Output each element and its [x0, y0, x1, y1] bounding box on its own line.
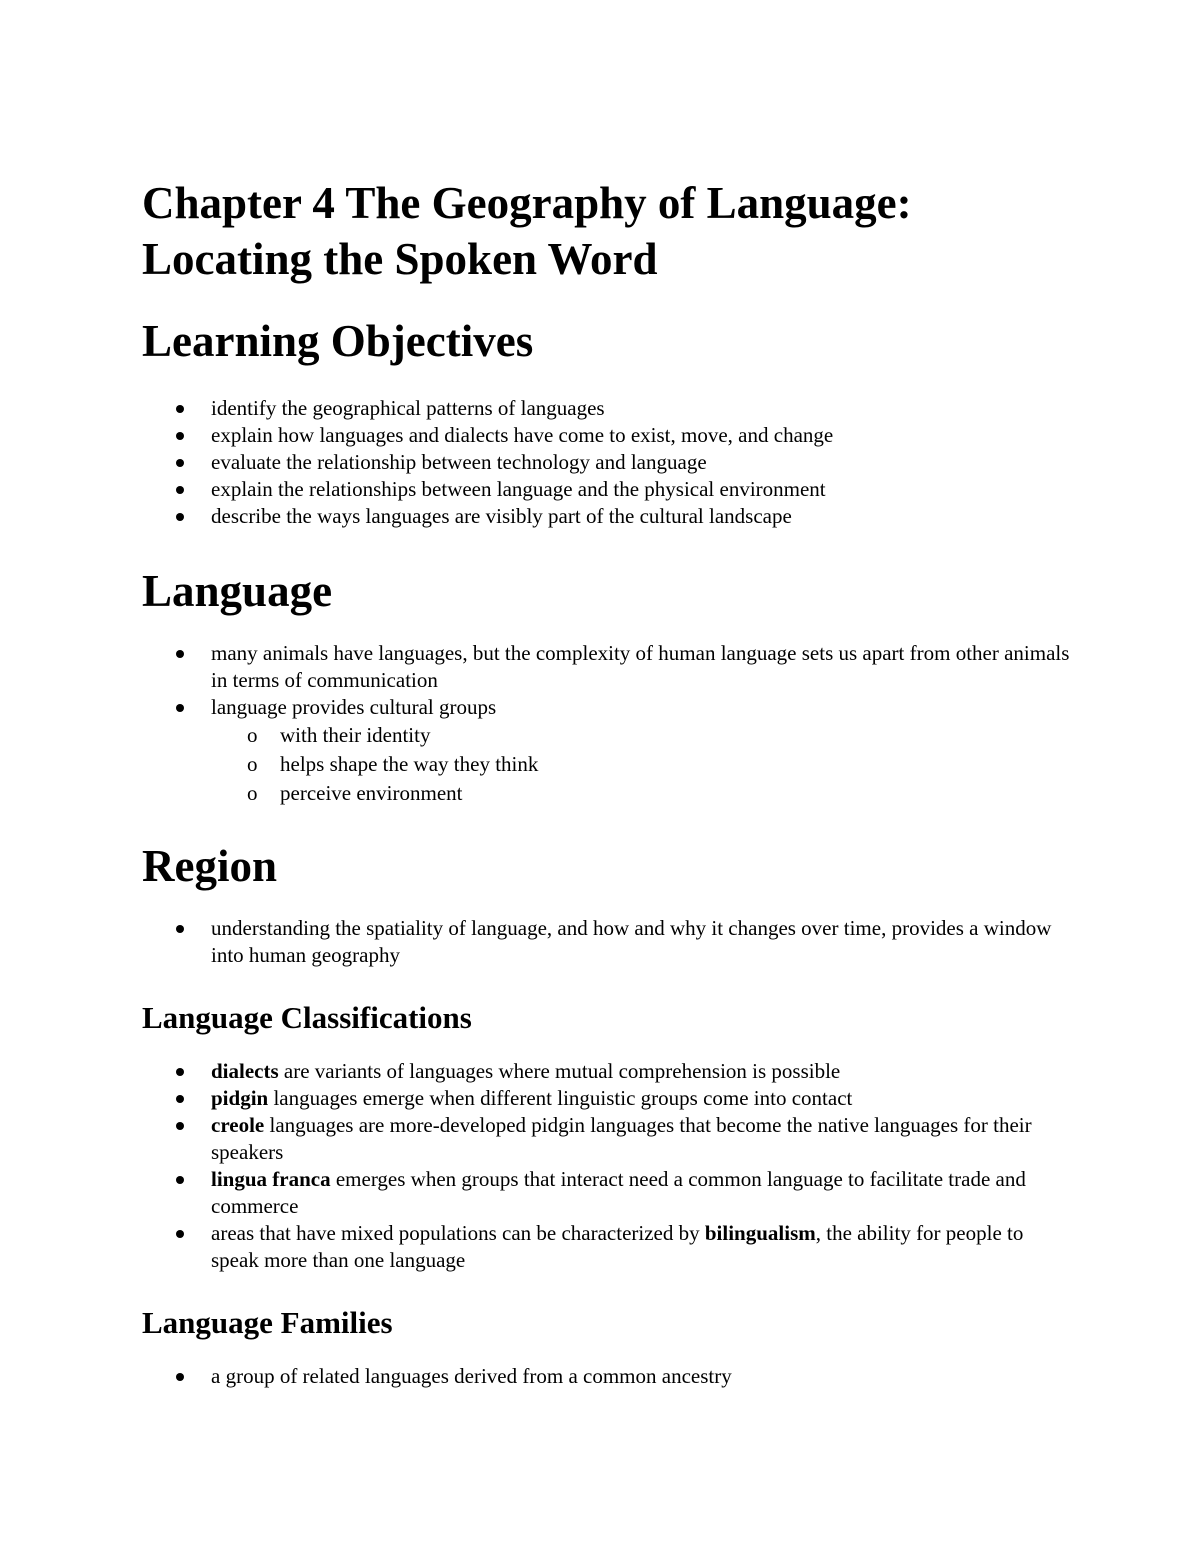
list-item: lingua franca emerges when groups that interact need a common language to facilitate trade and commerce	[142, 1166, 1072, 1220]
list-item: a group of related languages derived from a common ancestry	[142, 1363, 1072, 1390]
sub-list-item: o with their identity	[211, 721, 1072, 750]
list-item: explain the relationships between language and the physical environment	[142, 476, 1072, 503]
bullet-icon	[176, 1095, 184, 1103]
language-sub-list	[211, 721, 1072, 808]
language-heading: Language	[142, 566, 333, 616]
list-item: describe the ways languages are visibly part of the cultural landscape	[142, 503, 1072, 530]
language-classifications-heading: Language Classifications	[142, 1000, 472, 1035]
bullet-icon	[176, 704, 184, 712]
bullet-icon	[176, 1068, 184, 1076]
circle-bullet-icon: o	[247, 752, 258, 776]
bullet-icon	[176, 1122, 184, 1130]
sub-list-item: o helps shape the way they think	[211, 750, 1072, 779]
list-item: creole languages are more-developed pidgin languages that become the native languages for their speakers	[142, 1112, 1072, 1166]
region-heading: Region	[142, 841, 277, 891]
learning-objectives-list	[142, 395, 1072, 530]
document-page	[142, 175, 1072, 1390]
bullet-icon	[176, 1176, 184, 1184]
bullet-icon	[176, 1373, 184, 1381]
list-item: understanding the spatiality of language, and how and why it changes over time, provides a window into human geography	[142, 915, 1072, 969]
language-families-heading: Language Families	[142, 1305, 393, 1340]
bullet-icon	[176, 513, 184, 521]
circle-bullet-icon: o	[247, 723, 258, 747]
bullet-icon	[176, 486, 184, 494]
language-list	[142, 640, 1072, 808]
chapter-title	[142, 175, 1072, 287]
list-item: identify the geographical patterns of languages	[142, 395, 1072, 422]
term-creole: creole	[211, 1113, 265, 1137]
list-item: pidgin languages emerge when different linguistic groups come into contact	[142, 1085, 1072, 1112]
bullet-icon	[176, 459, 184, 467]
region-list	[142, 915, 1072, 969]
circle-bullet-icon: o	[247, 781, 258, 805]
bullet-icon	[176, 1230, 184, 1238]
bullet-icon	[176, 405, 184, 413]
bullet-icon	[176, 650, 184, 658]
term-dialects: dialects	[211, 1059, 279, 1083]
chapter-title-line-1: Chapter 4 The Geography of Language:	[142, 178, 912, 228]
bullet-icon	[176, 925, 184, 933]
term-pidgin: pidgin	[211, 1086, 269, 1110]
language-families-list	[142, 1363, 1072, 1390]
term-bilingualism: bilingualism	[704, 1221, 816, 1245]
list-item: evaluate the relationship between technology and language	[142, 449, 1072, 476]
list-item: many animals have languages, but the complexity of human language sets us apart from other animals in terms of communication	[142, 640, 1072, 694]
list-item: explain how languages and dialects have come to exist, move, and change	[142, 422, 1072, 449]
language-classifications-list	[142, 1058, 1072, 1274]
term-lingua-franca: lingua franca	[211, 1167, 331, 1191]
list-item: dialects are variants of languages where mutual comprehension is possible	[142, 1058, 1072, 1085]
list-item: language provides cultural groups o with their identity o helps shape the way they think o perceive environment	[142, 694, 1072, 808]
list-item: areas that have mixed populations can be characterized by bilingualism, the ability for people to speak more than one language	[142, 1220, 1072, 1274]
learning-objectives-heading: Learning Objectives	[142, 316, 534, 366]
chapter-title-line-2: Locating the Spoken Word	[142, 234, 658, 284]
bullet-icon	[176, 432, 184, 440]
sub-list-item: o perceive environment	[211, 779, 1072, 808]
